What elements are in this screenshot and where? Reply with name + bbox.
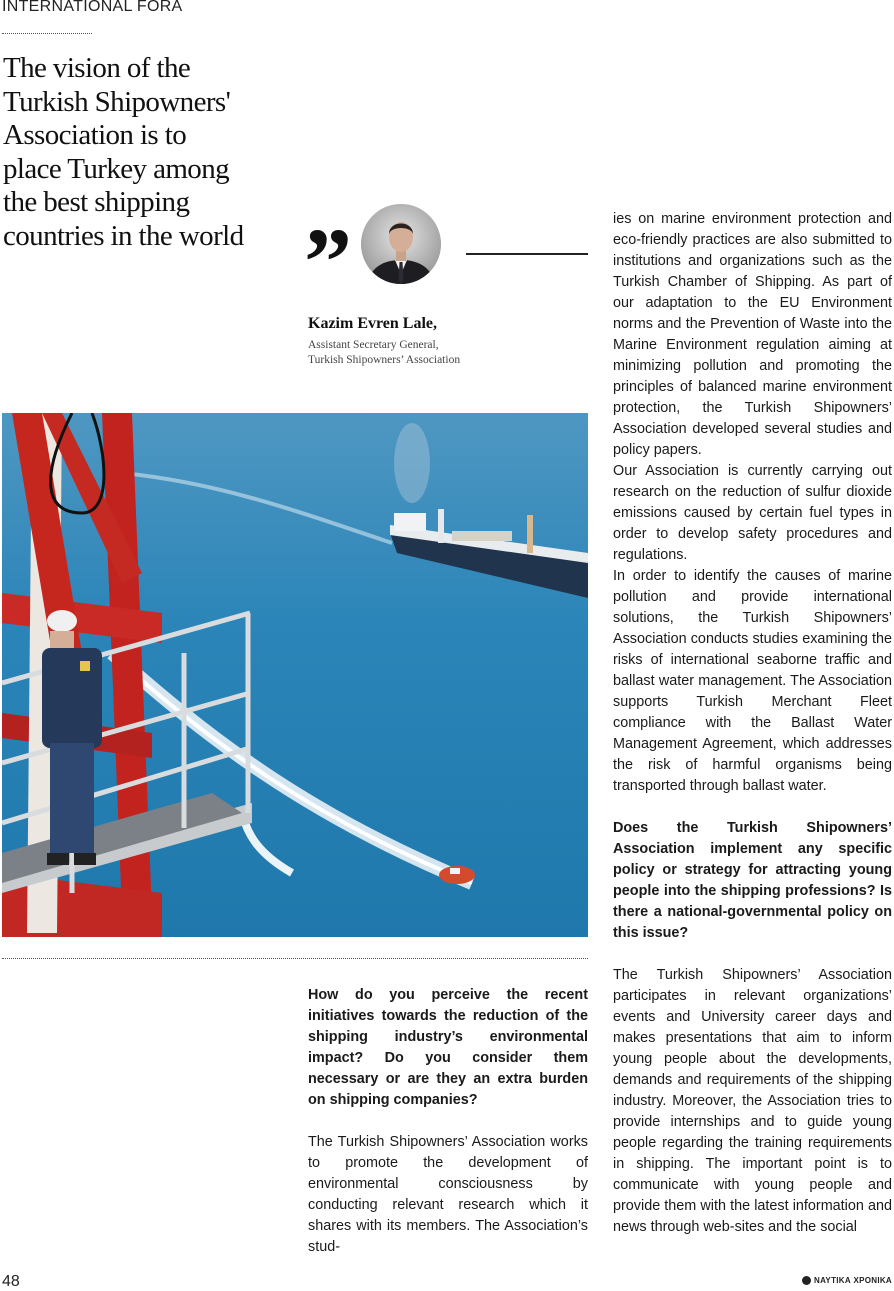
headline-line: the best shipping <box>3 186 190 218</box>
section-label-divider <box>2 33 92 34</box>
publication-name: ΝΑΥΤΙΚΑ ΧΡΟΝΙΚΑ <box>814 1276 892 1285</box>
publication-logo-icon <box>802 1276 811 1285</box>
author-role <box>308 338 508 368</box>
publication-footer <box>802 1276 892 1285</box>
interview-question: How do you perceive the recent initiatives towards the reduction of the shipping industry’s environmental impact? Do you consider them necessary or are they an extra burden on shipping companies? <box>308 987 588 1108</box>
article-paragraph: Our Association is currently carrying out research on the reduction of sulfur dioxide emissions caused by certain fuel types in order to develop safety procedures and regulations. <box>613 463 892 563</box>
author-organization: Turkish Shipowners’ Association <box>308 354 461 366</box>
headline-line: Association is to <box>3 119 187 151</box>
article-paragraph: ies on marine environment protection and eco-friendly practices are also submitted to institutions and organizations such as the Turkish Chamber of Shipping. As part of our adaptation to the EU Environment norms and the Prevention of Waste into the Marine Environment regulation aiming at minimizing pollution and promoting the principles of balanced marine environment protection, the Turkish Shipowners’ Association developed several studies and policy papers. <box>613 211 892 458</box>
headline-line: Turkish Shipowners' <box>3 85 231 118</box>
interview-answer: The Turkish Shipowners’ Association participates in relevant organizations’ events and University career days and makes presentations that aim to inform young people about the developments, demands and requirements of the shipping industry. Moreover, the Association tries to provide internships and to guide young people regarding the training requirements in shipping. The important point is to communicate with young people and provide them with the latest information and news through web-sites and the social <box>613 967 892 1235</box>
ship-crane-photo <box>2 413 588 937</box>
headline-line: countries in the world <box>3 219 244 252</box>
article-column-right <box>613 209 892 1238</box>
author-portrait <box>361 204 441 284</box>
headline-line: place Turkey among <box>3 152 230 185</box>
section-label: INTERNATIONAL FORA <box>2 0 183 15</box>
interview-question: Does the Turkish Shipowners’ Association implement any specific policy or strategy for attracting young people into the shipping professions? Is there a national-governmental policy on this issue? <box>613 820 892 941</box>
quote-divider <box>466 253 588 255</box>
interview-answer: The Turkish Shipowners’ Association works to promote the development of environmental consciousness by conducting relevant research which it shares with its members. The Association’s stud- <box>308 1134 588 1255</box>
pull-quote-headline <box>3 52 288 253</box>
article-paragraph: In order to identify the causes of marine pollution and provide international solutions, the Turkish Shipowners’ Association conducts studies examining the risks of international seaborne traffic and ballast water management. The Association supports Turkish Merchant Fleet compliance with the Ballast Water Management Agreement, which addresses the risk of harmful organisms being transported through ballast water. <box>613 568 892 794</box>
page-number: 48 <box>2 1273 20 1290</box>
author-title: Assistant Secretary General, <box>308 339 439 351</box>
author-name: Kazim Evren Lale, <box>308 315 438 332</box>
photo-divider <box>2 958 588 959</box>
article-column-middle <box>308 985 588 1258</box>
headline-line: The vision of the <box>3 52 191 84</box>
quotation-mark-icon: ” <box>304 208 352 315</box>
